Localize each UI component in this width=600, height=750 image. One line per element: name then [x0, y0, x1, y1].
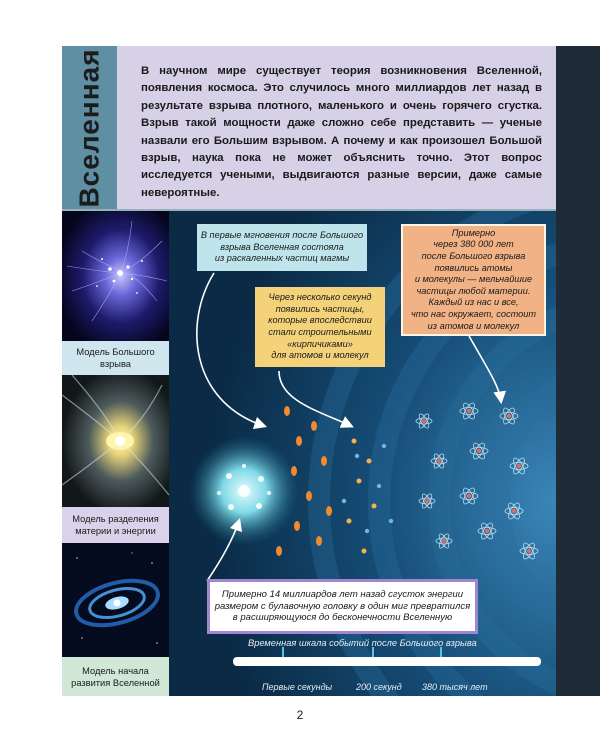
timeline-label-380k-years: 380 тысяч лет: [422, 682, 488, 692]
page-title: Вселенная: [73, 47, 105, 208]
callout-first-moments: В первые мгновения после Большого взрыва Вселенная состояла из раскаленных частиц магмы: [197, 224, 367, 271]
timeline-label-first-seconds: Первые секунды: [262, 682, 333, 692]
matter-energy-model-image: [62, 375, 169, 507]
intro-text: В научном мире существует теория возникновения Вселенной, появления космоса. Это случилось много миллиардов лет назад в результате взрыва плотного, маленького и очень горячего сгустка. Взрыв такой мощности даже сложно себе представить — ученые назвали его Большим взрывом. А почему и как произошел Большой взрыв, наука пока не может объяснить точно. Этот вопрос исследуется учеными, выдвигаются разные версии, даже самые невероятные.: [141, 65, 542, 199]
timeline-bar: [233, 657, 541, 666]
caption-big-bang-model: Модель Большого взрыва: [62, 341, 169, 375]
big-bang-model-image: [62, 211, 169, 341]
callout-seconds: Через несколько секунд появились частицы, которые впоследствии стали строительными «кирпичиками» для атомов и молекул: [255, 287, 385, 367]
timeline-label-200-seconds: 200 секунд: [356, 682, 402, 692]
title-tab: [62, 46, 117, 209]
timeline-title: Временная шкала событий после Большого взрыва: [248, 638, 477, 648]
intro-panel: [117, 46, 556, 209]
universe-start-model-image: [62, 543, 169, 657]
callout-380000-years: Примерно через 380 000 лет после Большого взрыва появились атомы и молекулы — мельчайшие частицы любой материи. Каждый из нас и все, что нас окружает, состоит из атомов и молекул: [401, 224, 546, 336]
page-number: 2: [296, 708, 304, 722]
caption-matter-energy-model: Модель разделения материи и энергии: [62, 507, 169, 543]
caption-universe-start-model: Модель начала развития Вселенной: [62, 657, 169, 696]
next-page-edge: [556, 46, 600, 696]
callout-origin: Примерно 14 миллиардов лет назад сгусток энергии размером с булавочную головку в один миг превратился в расширяющуюся до бесконечности Вселенную: [207, 579, 478, 634]
